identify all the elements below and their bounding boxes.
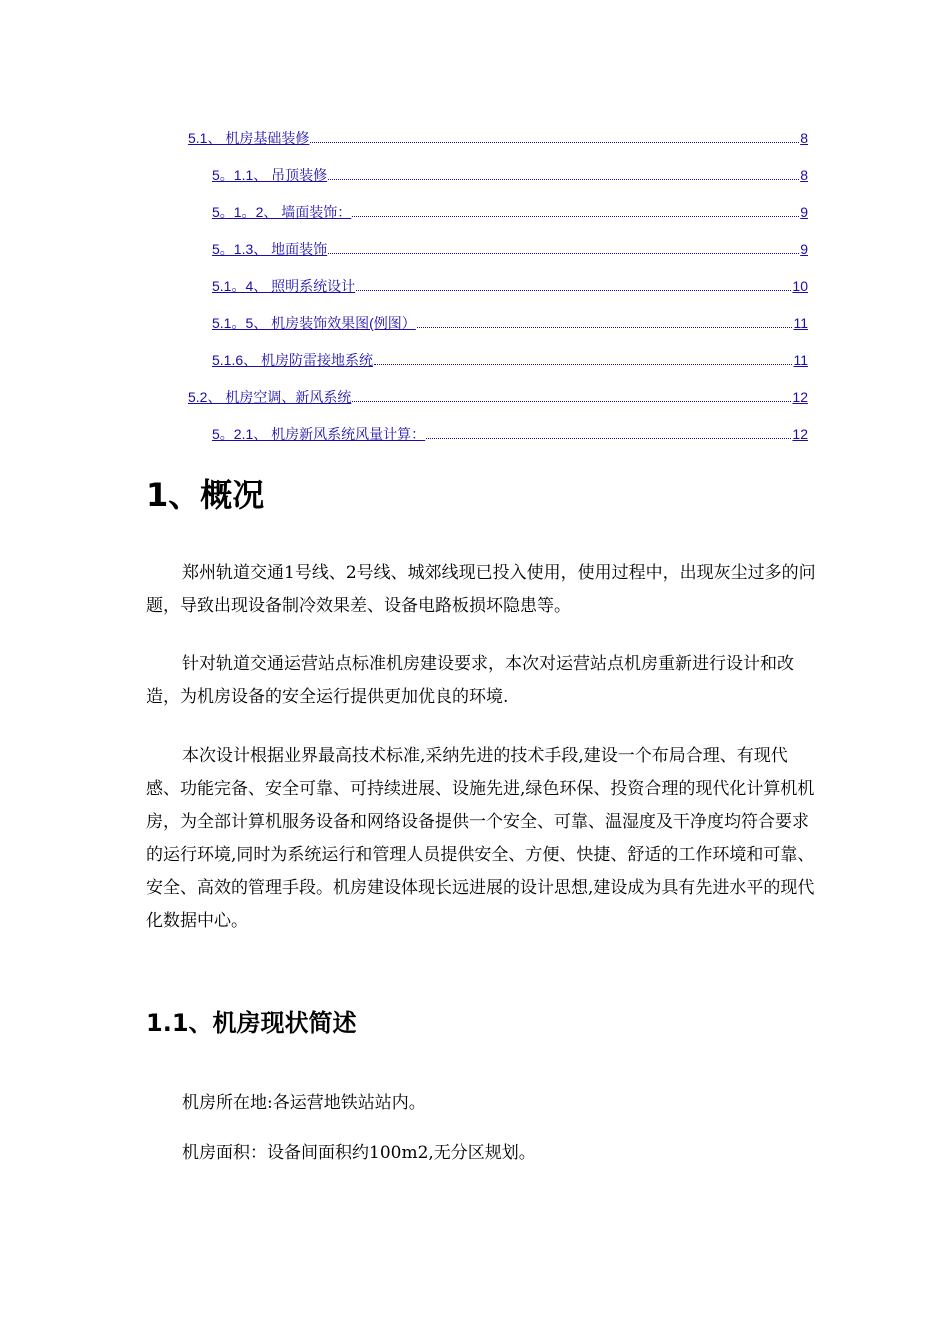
table-of-contents (188, 124, 808, 457)
toc-entry-page: 10 (792, 278, 808, 294)
toc-entry-5-1-2[interactable] (188, 198, 808, 235)
toc-leader (328, 161, 799, 180)
overview-paragraph-3-block (146, 740, 821, 938)
toc-leader (310, 124, 799, 143)
toc-entry-5-2-1[interactable] (188, 420, 808, 457)
toc-leader (374, 346, 792, 365)
section-heading-current-status: 1.1、机房现状简述 (146, 1009, 357, 1037)
toc-entry-5-1-6[interactable] (188, 346, 808, 383)
overview-paragraph: 本次设计根据业界最高技术标准,采纳先进的技术手段,建设一个布局合理、有现代感、功能完备、安全可靠、可持续进展、设施先进,绿色环保、投资合理的现代化计算机机房，为全部计算机服务设备和网络设备提供一个安全、可靠、温湿度及干净度均符合要求的运行环境,同时为系统运行和管理人员提供安全、方便、快捷、舒适的工作环境和可靠、安全、高效的管理手段。机房建设体现长远进展的设计思想,建设成为具有先进水平的现代化数据中心。 (146, 746, 815, 931)
toc-entry-page: 11 (793, 315, 808, 331)
toc-entry-title: 5.1。5、 机房装饰效果图(例图） (212, 315, 416, 331)
toc-entry-page: 8 (800, 167, 808, 183)
toc-entry-title: 5.1、 机房基础装修 (188, 130, 310, 146)
overview-paragraph-2-block (146, 648, 821, 714)
toc-entry-title: 5。1.3、 地面装饰 (212, 241, 328, 257)
toc-entry-page: 9 (800, 204, 808, 220)
room-area-text: 机房面积：设备间面积约100m2,无分区规划。 (182, 1143, 536, 1163)
toc-leader (356, 272, 791, 291)
toc-entry-title: 5。2.1、 机房新风系统风量计算： (212, 426, 426, 442)
toc-entry-5-1-3[interactable] (188, 235, 808, 272)
toc-entry-5-1-1[interactable] (188, 161, 808, 198)
room-location-text: 机房所在地:各运营地铁站站内。 (182, 1093, 426, 1113)
toc-entry-5-2[interactable] (188, 383, 808, 420)
toc-entry-title: 5。1。2、 墙面装饰： (212, 204, 352, 220)
toc-entry-title: 5.2、 机房空调、新风系统 (188, 389, 352, 405)
toc-leader (417, 309, 793, 328)
toc-entry-page: 11 (793, 352, 808, 368)
overview-paragraph: 郑州轨道交通1号线、2号线、城郊线现已投入使用，使用过程中，出现灰尘过多的问题，导致出现设备制冷效果差、设备电路板损坏隐患等。 (146, 563, 816, 616)
toc-entry-page: 12 (792, 389, 808, 405)
toc-leader (426, 420, 791, 439)
toc-entry-5-1[interactable] (188, 124, 808, 161)
toc-leader (352, 383, 791, 402)
toc-entry-5-1-4[interactable] (188, 272, 808, 309)
toc-entry-title: 5.1.6、 机房防雷接地系统 (212, 352, 374, 368)
section-heading-overview: 1、概况 (146, 476, 265, 514)
toc-entry-title: 5.1。4、 照明系统设计 (212, 278, 356, 294)
overview-paragraph-1-block (146, 557, 821, 623)
toc-entry-title: 5。1.1、 吊顶装修 (212, 167, 328, 183)
toc-leader (328, 235, 799, 254)
toc-leader (352, 198, 799, 217)
toc-entry-page: 9 (800, 241, 808, 257)
overview-paragraph: 针对轨道交通运营站点标准机房建设要求，本次对运营站点机房重新进行设计和改造，为机房设备的安全运行提供更加优良的环境. (146, 654, 794, 707)
toc-entry-5-1-5[interactable] (188, 309, 808, 346)
toc-entry-page: 8 (800, 130, 808, 146)
toc-entry-page: 12 (792, 426, 808, 442)
